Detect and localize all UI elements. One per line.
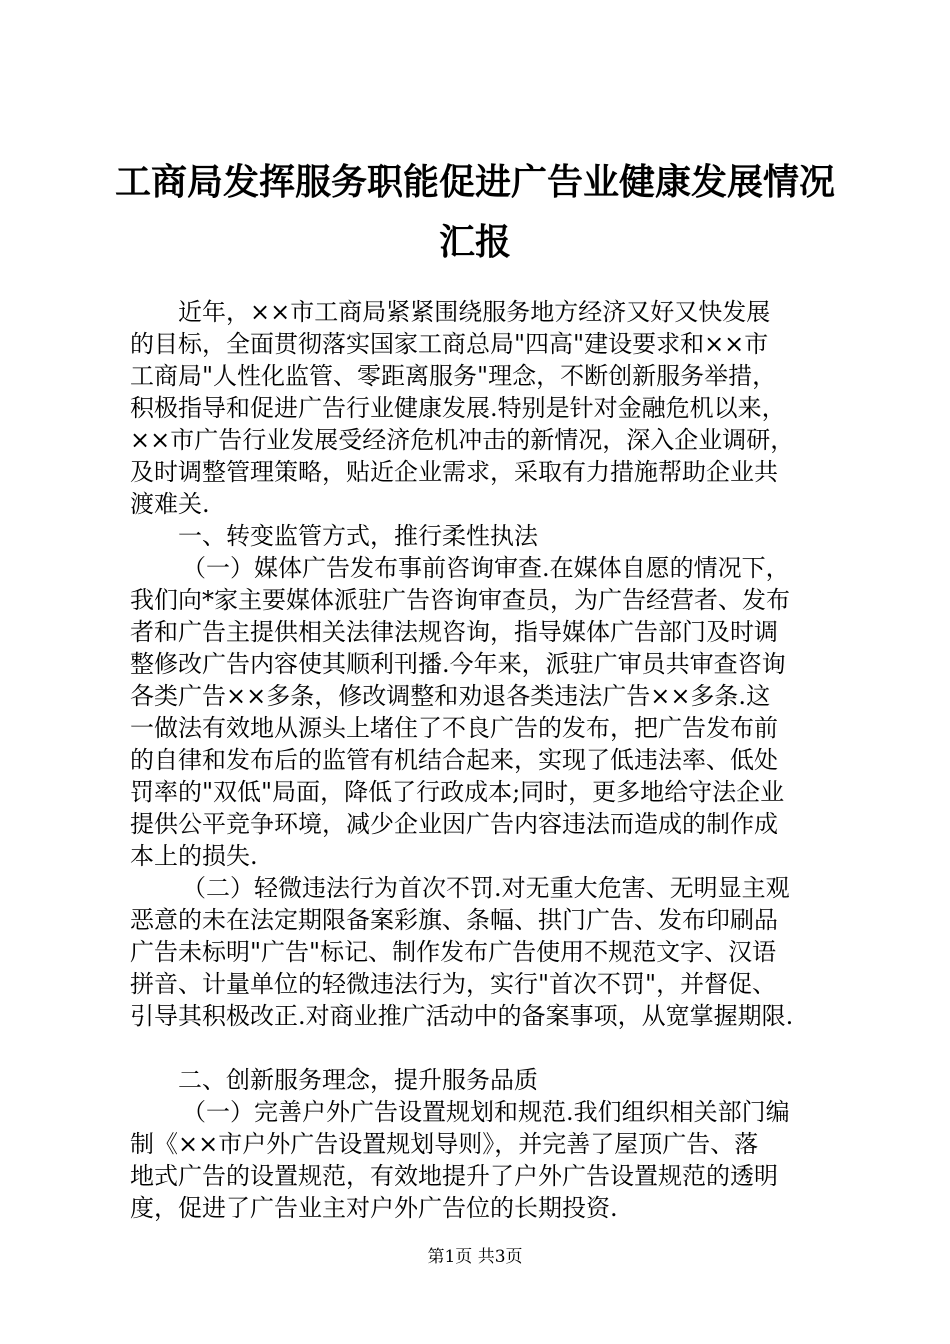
body-line: 罚率的"双低"局面，降低了行政成本;同时，更多地给守法企业 xyxy=(130,778,785,806)
body-line: 引导其积极改正.对商业推广活动中的备案事项，从宽掌握期限. xyxy=(130,1002,794,1030)
body-line: 整修改广告内容使其顺利刊播.今年来，派驻广审员共审查咨询 xyxy=(130,650,786,678)
body-line: ××市广告行业发展受经济危机冲击的新情况，深入企业调研， xyxy=(130,426,795,454)
body-line: 工商局"人性化监管、零距离服务"理念，不断创新服务举措， xyxy=(130,362,777,390)
document-title-line-2: 汇报 xyxy=(438,221,511,263)
body-line: 及时调整管理策略，贴近企业需求，采取有力措施帮助企业共 xyxy=(130,458,778,486)
body-line: 地式广告的设置规范，有效地提升了户外广告设置规范的透明 xyxy=(130,1162,778,1190)
body-line: 度，促进了广告业主对户外广告位的长期投资. xyxy=(130,1194,618,1222)
section-heading: 一、转变监管方式，推行柔性执法 xyxy=(178,522,538,550)
page-footer: 第1页 共3页 xyxy=(427,1247,523,1267)
body-line: 我们向*家主要媒体派驻广告咨询审查员，为广告经营者、发布 xyxy=(130,586,790,614)
subsection-start: （二）轻微违法行为首次不罚.对无重大危害、无明显主观 xyxy=(182,874,790,902)
body-line: 各类广告××多条，修改调整和劝退各类违法广告××多条.这 xyxy=(130,682,771,710)
subsection-start: （一）完善户外广告设置规划和规范.我们组织相关部门编 xyxy=(182,1098,790,1126)
body-line: 者和广告主提供相关法律法规咨询，指导媒体广告部门及时调 xyxy=(130,618,778,646)
document-body xyxy=(130,296,835,1224)
blank-line xyxy=(130,1032,835,1064)
body-line: 广告未标明"广告"标记、制作发布广告使用不规范文字、汉语 xyxy=(130,938,777,966)
body-line: 的目标，全面贯彻落实国家工商总局"四高"建设要求和××市 xyxy=(130,330,769,358)
body-line: 近年，××市工商局紧紧围绕服务地方经济又好又快发展 xyxy=(178,298,771,326)
body-line: 拼音、计量单位的轻微违法行为，实行"首次不罚"，并督促、 xyxy=(130,970,777,998)
section-heading: 二、创新服务理念，提升服务品质 xyxy=(178,1066,538,1094)
body-line: 制《××市户外广告设置规划导则》，并完善了屋顶广告、落 xyxy=(130,1130,759,1158)
body-line: 渡难关. xyxy=(130,490,210,518)
body-line: 恶意的未在法定期限备案彩旗、条幅、拱门广告、发布印刷品 xyxy=(130,906,778,934)
body-line: 一做法有效地从源头上堵住了不良广告的发布，把广告发布前 xyxy=(130,714,778,742)
body-line: 的自律和发布后的监管有机结合起来，实现了低违法率、低处 xyxy=(130,746,778,774)
body-line: 积极指导和促进广告行业健康发展.特别是针对金融危机以来， xyxy=(130,394,786,422)
body-line: 本上的损失. xyxy=(130,842,258,870)
document-title-line-1: 工商局发挥服务职能促进广告业健康发展情况 xyxy=(114,161,835,203)
subsection-start: （一）媒体广告发布事前咨询审查.在媒体自愿的情况下， xyxy=(182,554,790,582)
body-line: 提供公平竞争环境，减少企业因广告内容违法而造成的制作成 xyxy=(130,810,778,838)
